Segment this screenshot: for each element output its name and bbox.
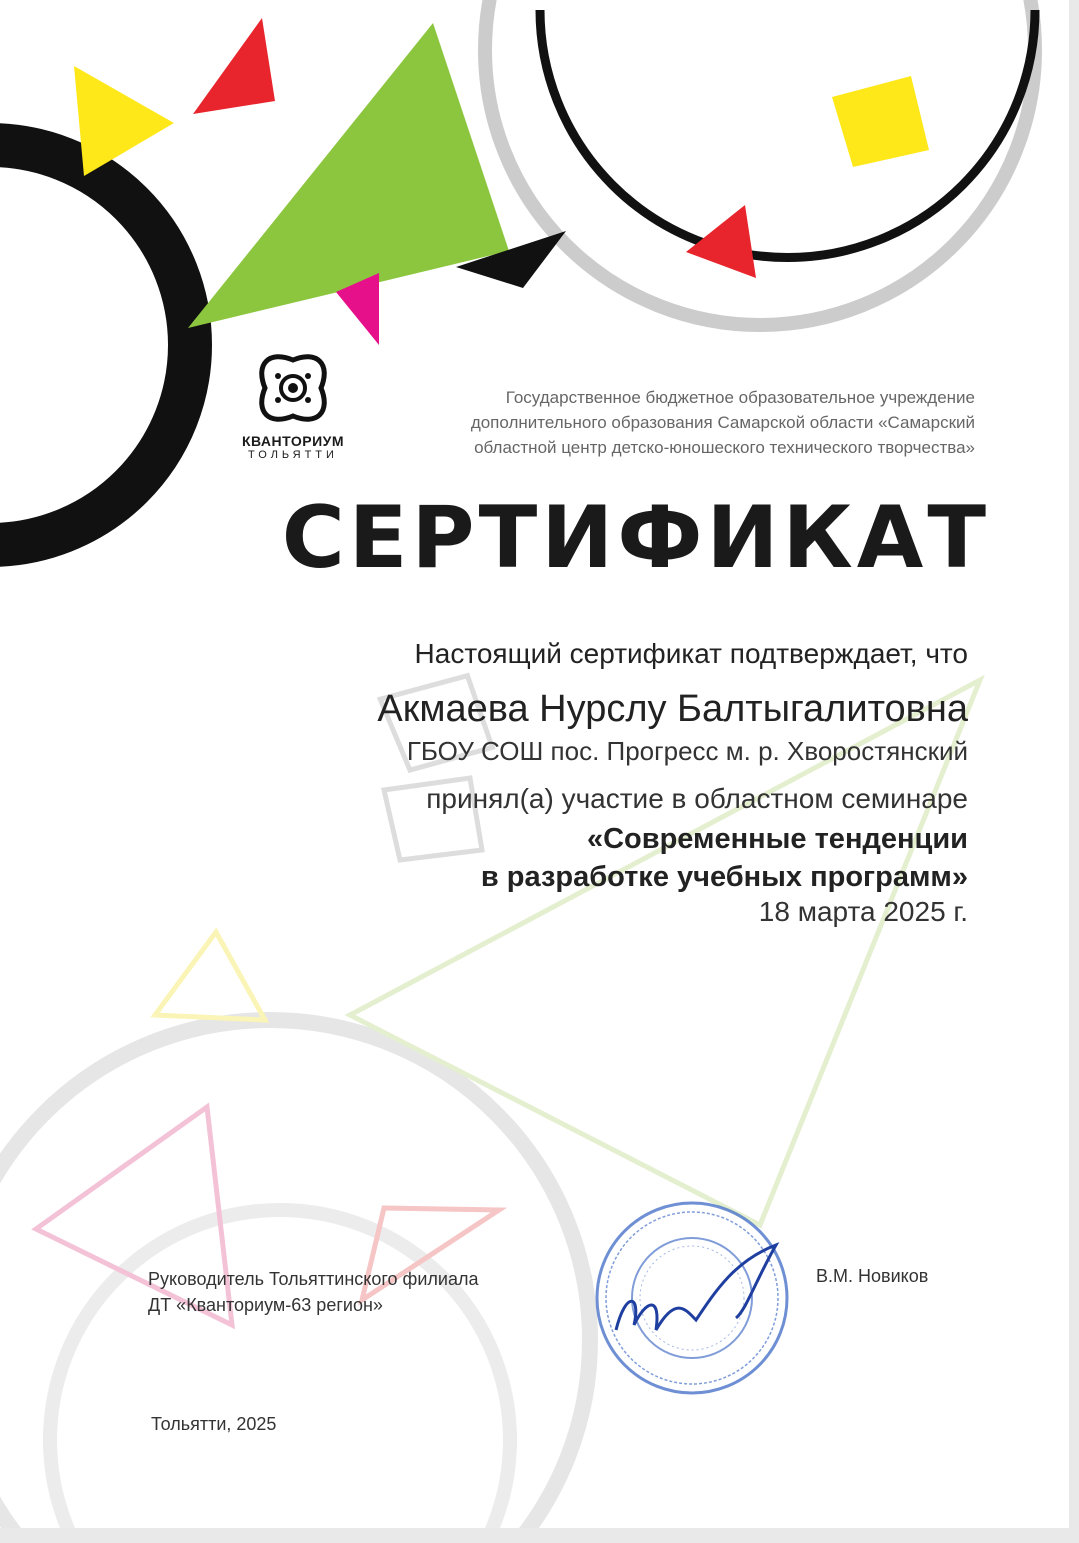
seminar-title (481, 820, 968, 896)
signer-name: В.М. Новиков (816, 1266, 929, 1286)
organization-line: областной центр детско-юношеского технического творчества» (474, 438, 975, 457)
signer-position (148, 1266, 479, 1318)
seminar-date: 18 марта 2025 г. (758, 896, 968, 927)
organization-name (335, 385, 975, 460)
logo-text-kvantorium: КВАНТОРИУМ (241, 433, 345, 449)
city-year: Тольятти, 2025 (151, 1414, 277, 1434)
recipient-name: Акмаева Нурслу Балтыгалитовна (377, 688, 968, 730)
signer-position-line: ДТ «Кванториум-63 регион» (148, 1295, 383, 1315)
organization-line: Государственное бюджетное образовательное учреждение (505, 388, 975, 407)
kvantorium-logo-icon (257, 352, 329, 424)
seminar-title-line: в разработке учебных программ» (480, 861, 968, 893)
certificate-title: СЕРТИФИКАТ (281, 488, 990, 588)
logo-text-city: ТОЛЬЯТТИ (248, 449, 338, 461)
signer-position-line: Руководитель Тольяттинского филиала (148, 1269, 479, 1289)
recipient-school: ГБОУ СОШ пос. Прогресс м. р. Хворостянский (406, 736, 968, 766)
seminar-title-line: «Современные тенденции (586, 823, 968, 855)
confirm-text: Настоящий сертификат подтверждает, что (414, 638, 968, 669)
participation-text: принял(а) участие в областном семинаре (426, 783, 968, 814)
official-stamp (586, 1200, 798, 1400)
organization-line: дополнительного образования Самарской области «Самарский (470, 413, 975, 432)
